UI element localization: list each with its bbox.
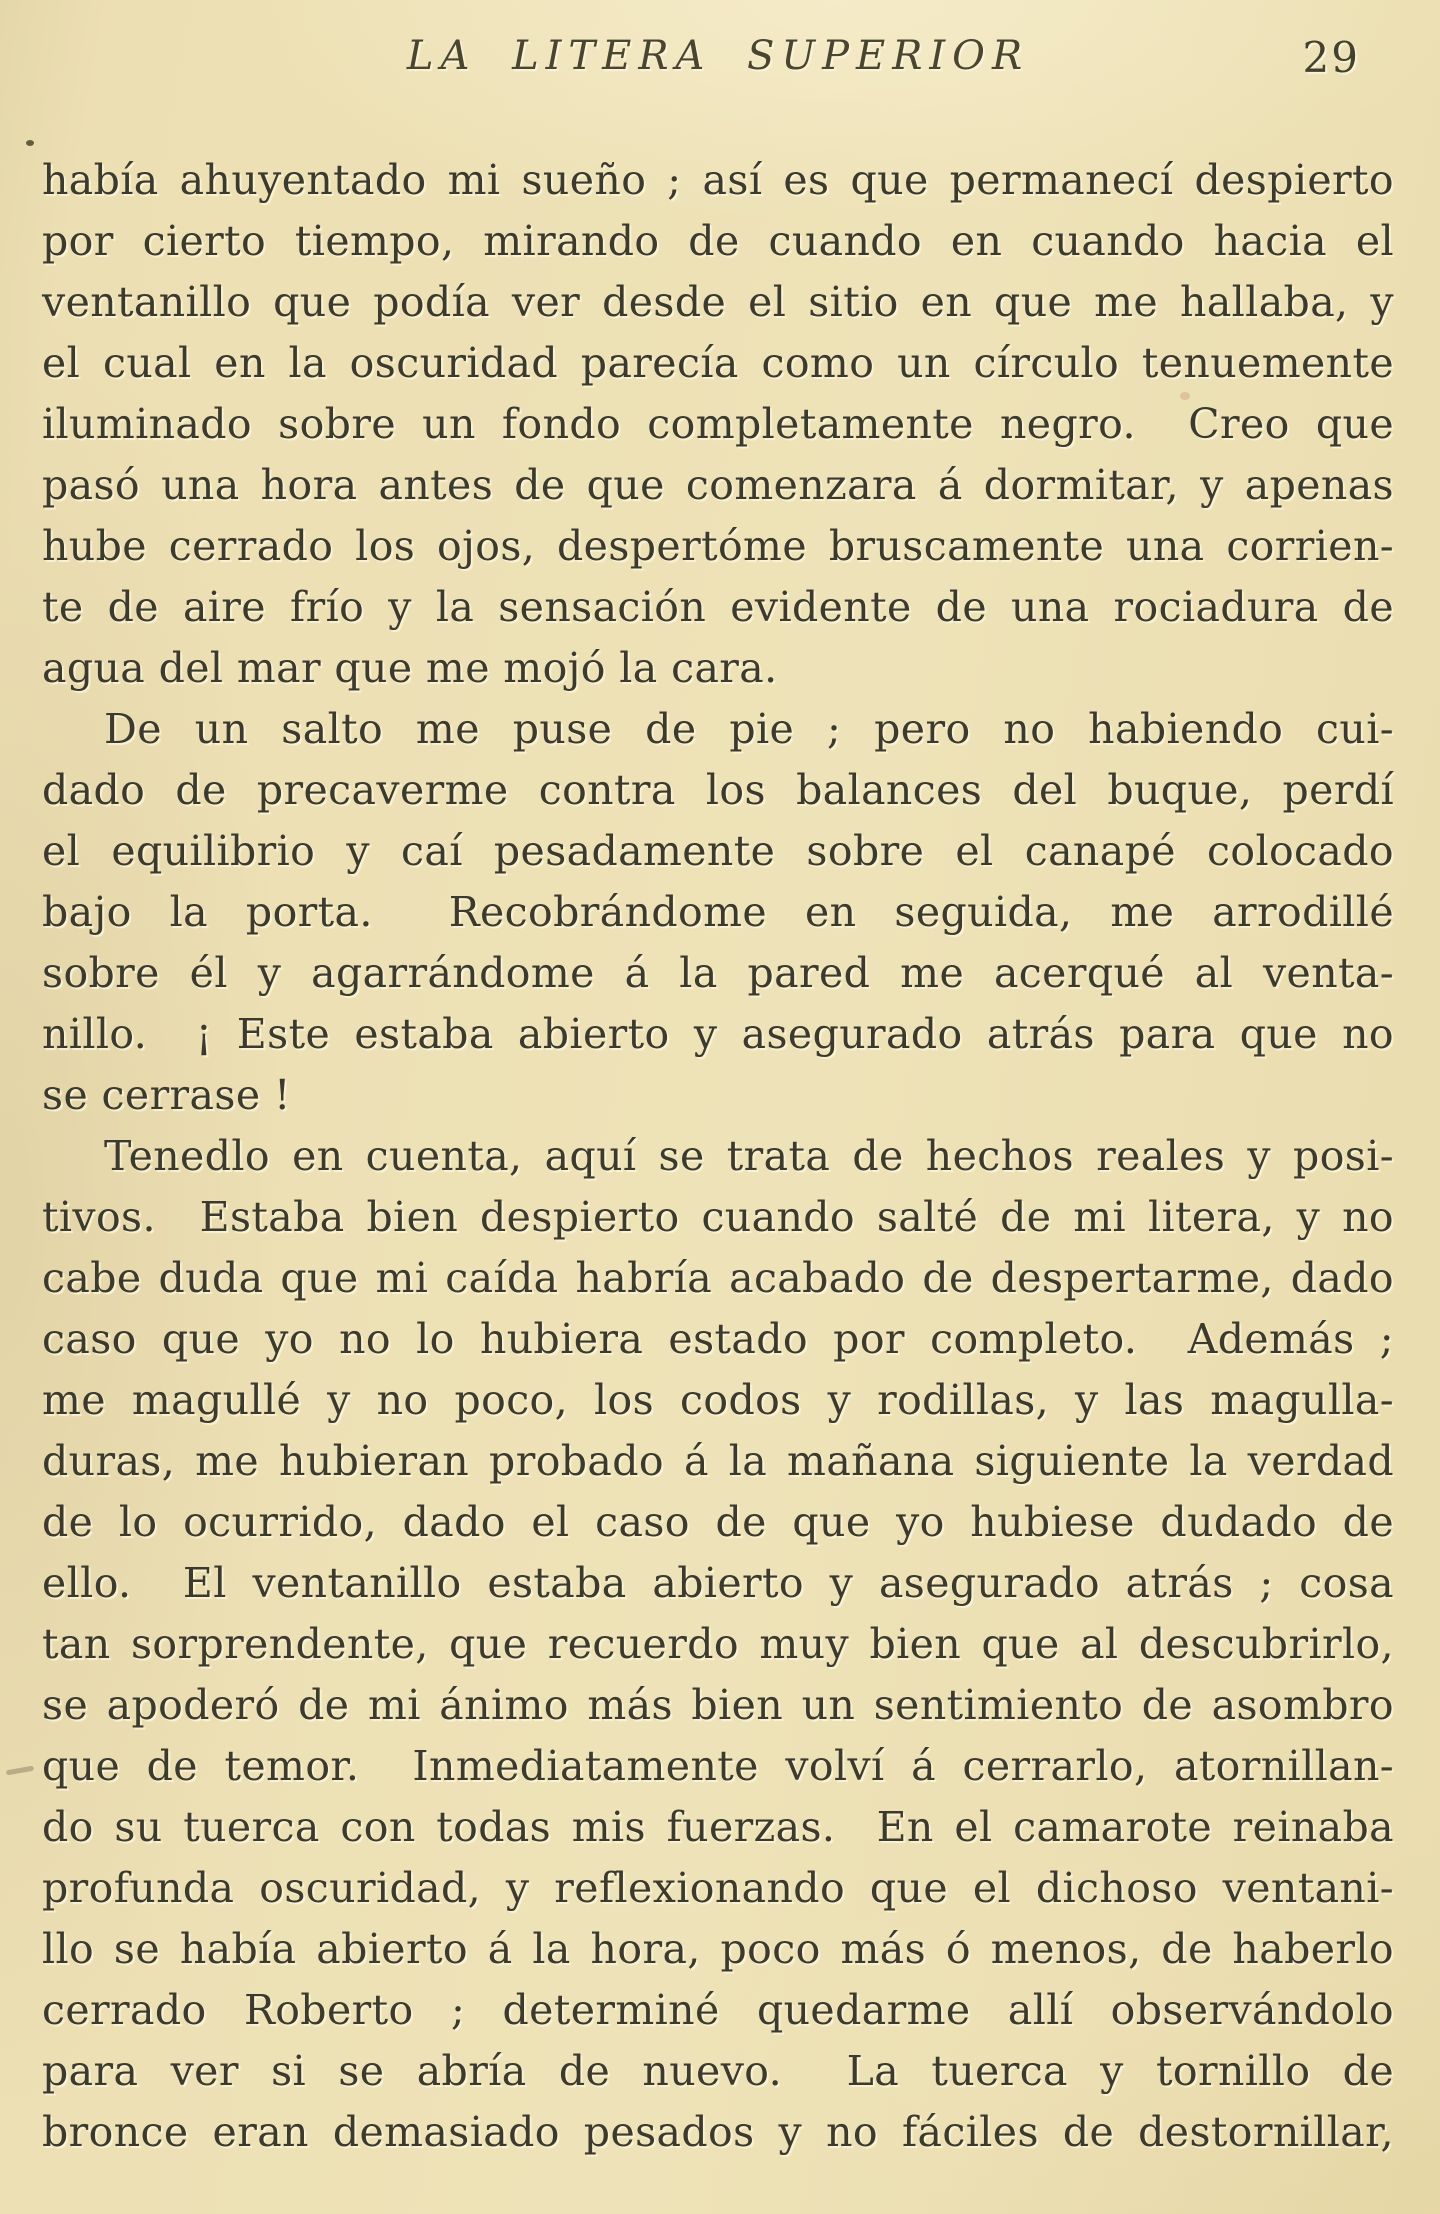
text-line: ello. El ventanillo estaba abierto y asegurado atrás ; cosa: [42, 1559, 1394, 1607]
text-line: nillo. ¡ Este estaba abierto y asegurado atrás para que no: [42, 1010, 1394, 1058]
text-line: De un salto me puse de pie ; pero no habiendo cui-: [104, 705, 1394, 753]
text-line: para ver si se abría de nuevo. La tuerca y tornillo de: [42, 2047, 1394, 2095]
text-line: bronce eran demasiado pesados y no fáciles de destornillar,: [42, 2108, 1394, 2156]
pencil-mark: [6, 1766, 34, 1776]
text-line: ventanillo que podía ver desde el sitio en que me hallaba, y: [42, 278, 1394, 326]
page-number: 29: [1302, 33, 1360, 82]
paragraph: [42, 150, 1394, 699]
paragraph: [42, 1126, 1394, 2163]
text-line: bajo la porta. Recobrándome en seguida, me arrodillé: [42, 888, 1394, 936]
text-line: el cual en la oscuridad parecía como un círculo tenuemente: [42, 339, 1394, 387]
text-line: por cierto tiempo, mirando de cuando en cuando hacia el: [42, 217, 1394, 265]
text-line: profunda oscuridad, y reflexionando que el dichoso ventani-: [42, 1864, 1394, 1912]
text-line: cabe duda que mi caída habría acabado de despertarme, dado: [42, 1254, 1394, 1302]
text-line: te de aire frío y la sensación evidente de una rociadura de: [42, 583, 1394, 631]
text-line: dado de precaverme contra los balances del buque, perdí: [42, 766, 1394, 814]
text-line: me magullé y no poco, los codos y rodillas, y las magulla-: [42, 1376, 1394, 1424]
text-line: duras, me hubieran probado á la mañana siguiente la verdad: [42, 1437, 1394, 1485]
text-line: caso que yo no lo hubiera estado por completo. Además ;: [42, 1315, 1394, 1363]
text-line: que de temor. Inmediatamente volví á cerrarlo, atornillan-: [42, 1742, 1394, 1790]
page-body: [42, 150, 1394, 2163]
text-line: sobre él y agarrándome á la pared me acerqué al venta-: [42, 949, 1394, 997]
text-line: cerrado Roberto ; determiné quedarme allí observándolo: [42, 1986, 1394, 2034]
running-title: LA LITERA SUPERIOR: [406, 33, 1030, 79]
text-line: se cerrase !: [42, 1071, 291, 1119]
ink-speck: [26, 140, 34, 146]
text-line: de lo ocurrido, dado el caso de que yo hubiese dudado de: [42, 1498, 1394, 1546]
text-line: agua del mar que me mojó la cara.: [42, 644, 778, 692]
text-line: pasó una hora antes de que comenzara á dormitar, y apenas: [42, 461, 1394, 509]
text-line: el equilibrio y caí pesadamente sobre el canapé colocado: [42, 827, 1394, 875]
text-line: hube cerrado los ojos, despertóme bruscamente una corrien-: [42, 522, 1394, 570]
text-line: iluminado sobre un fondo completamente negro. Creo que: [42, 400, 1394, 448]
text-line: había ahuyentado mi sueño ; así es que permanecí despierto: [42, 156, 1394, 204]
text-line: tan sorprendente, que recuerdo muy bien que al descubrirlo,: [42, 1620, 1394, 1668]
text-line: tivos. Estaba bien despierto cuando salté de mi litera, y no: [42, 1193, 1394, 1241]
text-line: se apoderó de mi ánimo más bien un sentimiento de asombro: [42, 1681, 1394, 1729]
text-line: do su tuerca con todas mis fuerzas. En el camarote reinaba: [42, 1803, 1394, 1851]
text-line: llo se había abierto á la hora, poco más ó menos, de haberlo: [42, 1925, 1394, 1973]
paragraph: [42, 699, 1394, 1126]
paper-fleck: [1180, 392, 1190, 400]
text-line: Tenedlo en cuenta, aquí se trata de hechos reales y posi-: [104, 1132, 1394, 1180]
page-header: [42, 30, 1394, 94]
